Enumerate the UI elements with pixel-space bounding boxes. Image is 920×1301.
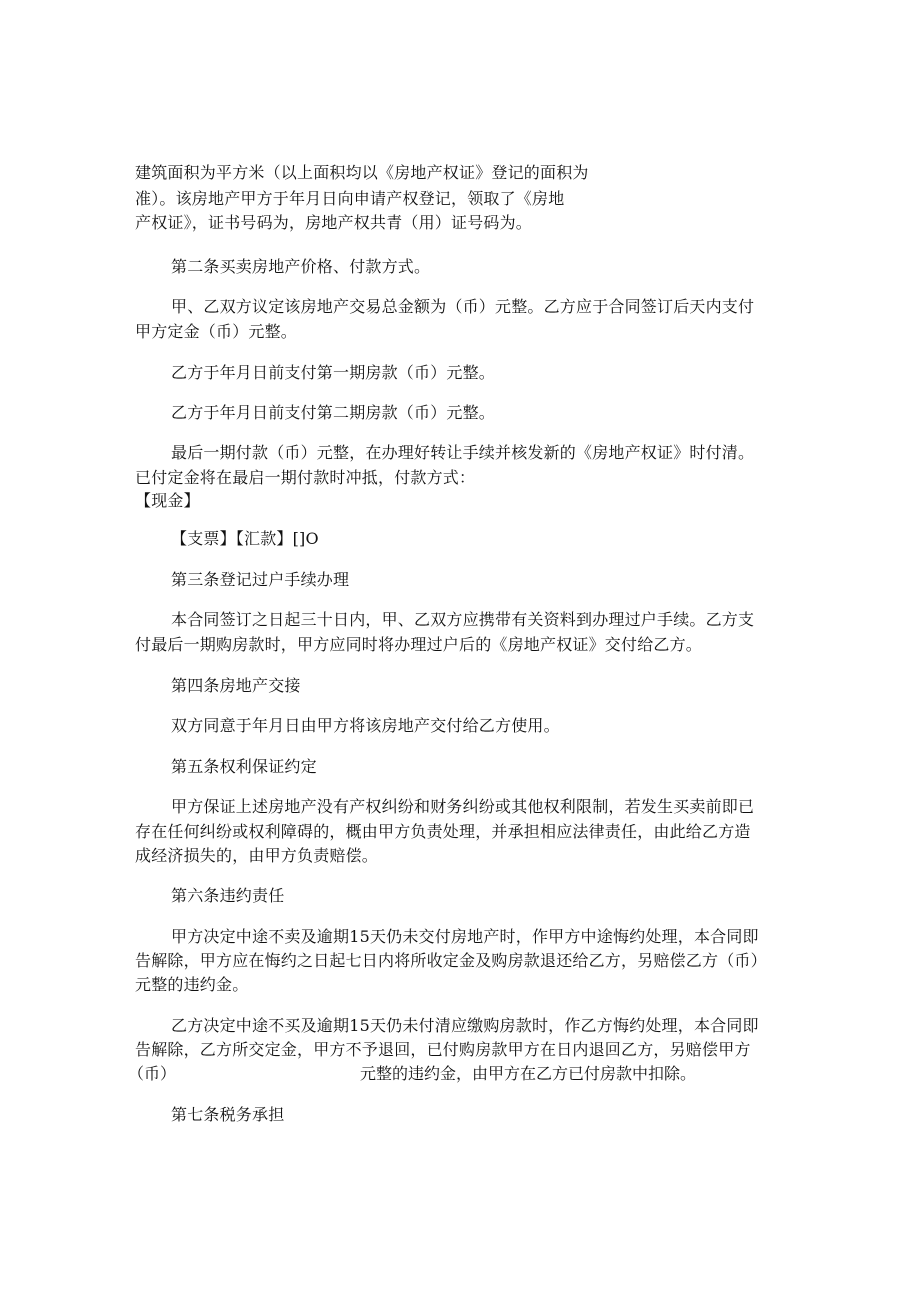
paragraph-final-payment-line-1: 最后一期付款（币）元整，在办理好转让手续并核发新的《房地产权证》时付清。 <box>171 443 755 462</box>
paragraph-final-payment-line-2: 已付定金将在最启一期付款时冲抵，付款方式： <box>135 468 476 487</box>
paragraph-second-payment: 乙方于年月日前支付第二期房款（币）元整。 <box>171 403 496 422</box>
paragraph-buyer-breach-line-3-start: （币） <box>128 1064 177 1083</box>
paragraph-first-payment: 乙方于年月日前支付第一期房款（币）元整。 <box>171 363 496 382</box>
article-7-title: 第七条税务承担 <box>171 1105 285 1124</box>
paragraph-seller-breach-line-3: 元整的违约金。 <box>135 975 249 994</box>
paragraph-area-line-2: 准）。该房地产甲方于年月日向申请产权登记，领取了《房地 <box>135 189 565 208</box>
paragraph-warranty-line-2: 存在任何纠纷或权利障碍的，概由甲方负责处理，并承担相应法律责任，由此给乙方造 <box>135 822 751 841</box>
paragraph-seller-breach-line-2: 告解除，甲方应在悔约之日起七日内将所收定金及购房款退还给乙方，另赔偿乙方（币） <box>135 951 767 970</box>
paragraph-warranty-line-1: 甲方保证上述房地产没有产权纠纷和财务纠纷或其他权利限制，若发生买卖前即已 <box>171 797 755 816</box>
payment-options: 【支票】【汇款】[]O <box>171 529 319 548</box>
paragraph-area-line-1: 建筑面积为平方米（以上面积均以《房地产权证》登记的面积为 <box>135 163 589 182</box>
article-3-title: 第三条登记过户手续办理 <box>171 570 350 589</box>
article-5-title: 第五条权利保证约定 <box>171 757 317 776</box>
article-2-title: 第二条买卖房地产价格、付款方式。 <box>171 257 431 276</box>
paragraph-transfer-line-2: 付最后一期购房款时，甲方应同时将办理过户后的《房地产权证》交付给乙方。 <box>135 635 703 654</box>
article-6-title: 第六条违约责任 <box>171 886 285 905</box>
article-4-title: 第四条房地产交接 <box>171 676 301 695</box>
paragraph-price-line-2: 甲方定金（币）元整。 <box>135 322 298 341</box>
paragraph-buyer-breach-line-1: 乙方决定中途不买及逾期15天仍未付清应缴购房款时，作乙方悔约处理，本合同即 <box>171 1016 759 1035</box>
paragraph-transfer-line-1: 本合同签订之日起三十日内，甲、乙双方应携带有关资料到办理过户手续。乙方支 <box>171 610 755 629</box>
paragraph-handover: 双方同意于年月日由甲方将该房地产交付给乙方使用。 <box>171 716 560 735</box>
paragraph-price-line-1: 甲、乙双方议定该房地产交易总金额为（币）元整。乙方应于合同签订后天内支付 <box>171 297 755 316</box>
paragraph-area-line-3: 产权证》，证书号码为，房地产权共青（用）证号码为。 <box>135 213 533 232</box>
paragraph-buyer-breach-line-2: 告解除，乙方所交定金，甲方不予退回，已付购房款甲方在日内退回乙方，另赔偿甲方 <box>135 1040 751 1059</box>
payment-option-cash: 【现金】 <box>135 491 200 510</box>
paragraph-seller-breach-line-1: 甲方决定中途不卖及逾期15天仍未交付房地产时，作甲方中途悔约处理，本合同即 <box>171 927 759 946</box>
paragraph-buyer-breach-line-3-end: 元整的违约金，由甲方在乙方已付房款中扣除。 <box>360 1064 697 1083</box>
paragraph-warranty-line-3: 成经济损失的，由甲方负责赔偿。 <box>135 846 379 865</box>
